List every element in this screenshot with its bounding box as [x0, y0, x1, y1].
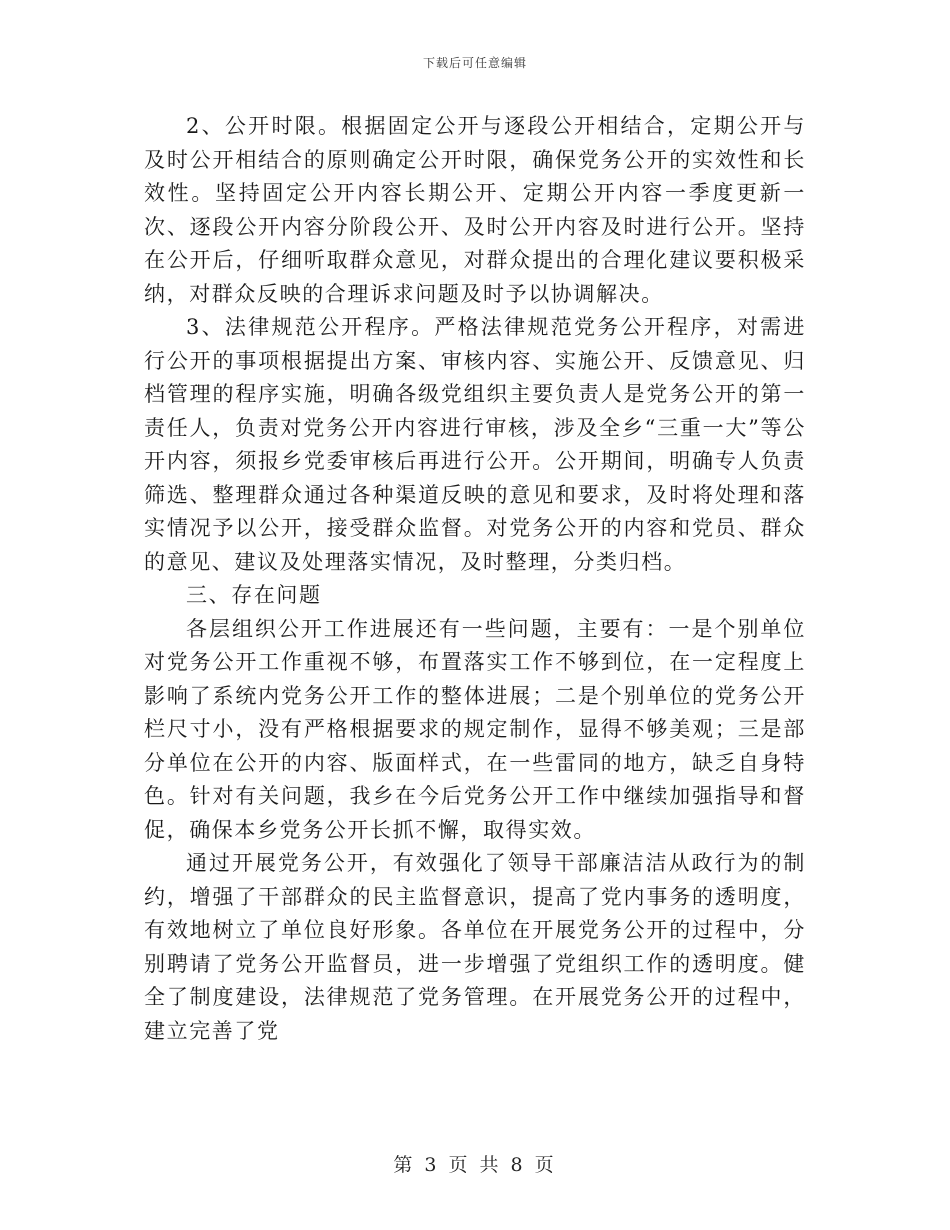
paragraph-public-time-limit: 2、公开时限。根据固定公开与逐段公开相结合，定期公开与及时公开相结合的原则确定公开时限，确保党务公开的实效性和长效性。坚持固定公开内容长期公开、定期公开内容一季度更新一次、逐段公开内容分阶段公开、及时公开内容及时进行公开。坚持在公开后，仔细听取群众意见，对群众提出的合理化建议要积极采纳，对群众反映的合理诉求问题及时予以协调解决。: [144, 114, 806, 306]
paragraph-legal-procedure: 3、法律规范公开程序。严格法律规范党务公开程序，对需进行公开的事项根据提出方案、审核内容、实施公开、反馈意见、归档管理的程序实施，明确各级党组织主要负责人是党务公开的第一责任人，负责对党务公开内容进行审核，涉及全乡“三重一大”等公开内容，须报乡党委审核后再进行公开。公开期间，明确专人负责筛选、整理群众通过各种渠道反映的意见和要求，及时将处理和落实情况予以公开，接受群众监督。对党务公开的内容和党员、群众的意见、建议及处理落实情况，及时整理，分类归档。: [144, 315, 806, 574]
paragraph-problems: 各层组织公开工作进展还有一些问题，主要有：一是个别单位对党务公开工作重视不够，布置落实工作不够到位，在一定程度上影响了系统内党务公开工作的整体进展；二是个别单位的党务公开栏尺寸小，没有严格根据要求的规定制作，显得不够美观；三是部分单位在公开的内容、版面样式，在一些雷同的地方，缺乏自身特色。针对有关问题，我乡在今后党务公开工作中继续加强指导和督促，确保本乡党务公开长抓不懈，取得实效。: [144, 616, 806, 842]
page-number: 第 3 页 共 8 页: [393, 1154, 557, 1176]
document-body: [144, 110, 806, 1048]
section-heading-existing-problems: 三、存在问题: [186, 583, 322, 607]
paragraph-effects: 通过开展党务公开，有效强化了领导干部廉洁洁从政行为的制约，增强了干部群众的民主监督意识，提高了党内事务的透明度，有效地树立了单位良好形象。各单位在开展党务公开的过程中，分别聘请了党务公开监督员，进一步增强了党组织工作的透明度。健全了制度建设，法律规范了党务管理。在开展党务公开的过程中，建立完善了党: [144, 851, 806, 1043]
page-header-note: 下载后可任意编辑: [422, 56, 527, 70]
